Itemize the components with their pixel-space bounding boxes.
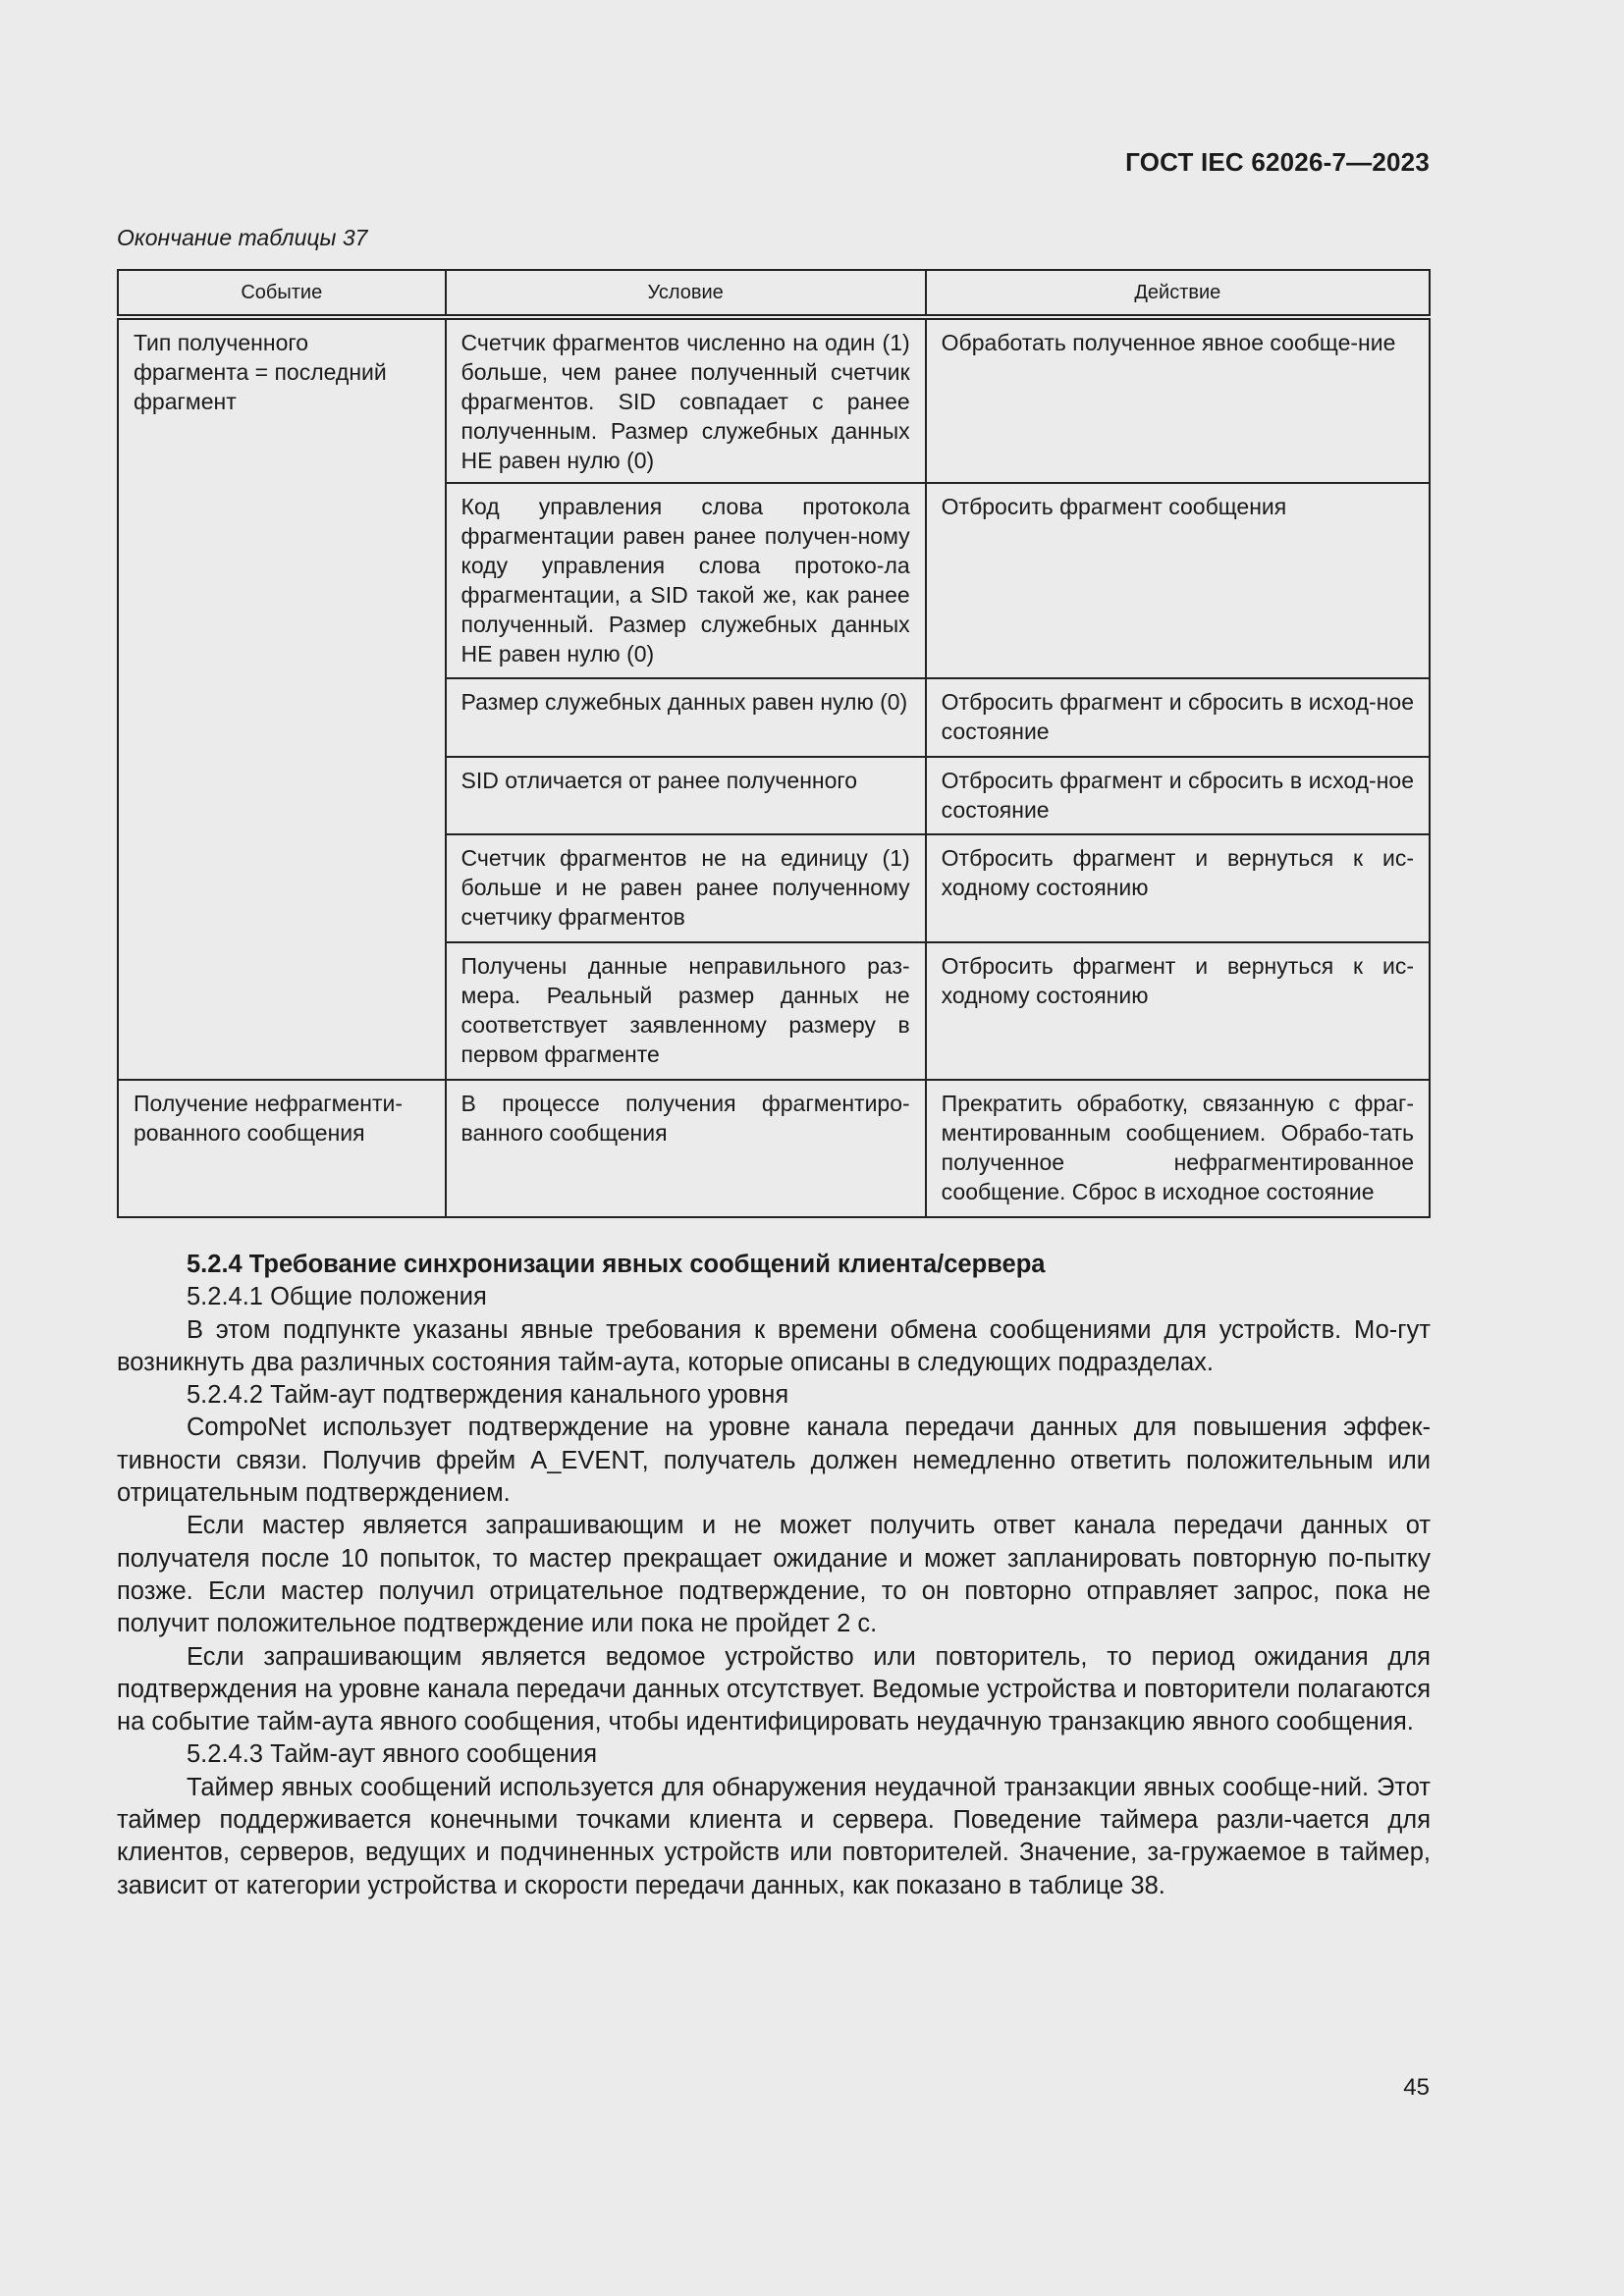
subsection-heading: 5.2.4.1 Общие положения <box>187 1283 487 1311</box>
condition-cell: Размер служебных данных равен нулю (0) <box>446 678 926 757</box>
subsection-heading: 5.2.4.3 Тайм-аут явного сообщения <box>187 1740 597 1769</box>
condition-cell: SID отличается от ранее полученного <box>446 757 926 834</box>
document-header: ГОСТ IEC 62026-7—2023 <box>1125 147 1430 177</box>
action-cell: Отбросить фрагмент и сбросить в исход-ное состояние <box>926 757 1430 834</box>
condition-cell: Получены данные неправильного раз-мера. Реальный размер данных не соответствует заявленному размеру в первом фрагменте <box>446 942 926 1080</box>
table-header-row <box>118 270 1430 317</box>
action-cell: Отбросить фрагмент и вернуться к ис-ходному состоянию <box>926 834 1430 942</box>
paragraph: Таймер явных сообщений используется для обнаружения неудачной транзакции явных сообще-ний. Этот таймер поддерживается конечными точками клиента и сервера. Поведение таймера разли-чается для клиентов, серверов, ведущих и подчиненных устройств или повторителей. Значение, за-гружаемое в таймер, зависит от категории устройства и скорости передачи данных, как показано в таблице 38. <box>117 1773 1431 1899</box>
action-cell: Отбросить фрагмент и вернуться к ис-ходному состоянию <box>926 942 1430 1080</box>
action-cell: Отбросить фрагмент и сбросить в исход-ное состояние <box>926 678 1430 757</box>
section-heading: 5.2.4 Требование синхронизации явных сообщений клиента/сервера <box>187 1251 1046 1278</box>
event-cell: Тип полученного фрагмента = последний фрагмент <box>118 317 446 1080</box>
body-text <box>117 1249 1431 1902</box>
events-table <box>117 269 1431 1218</box>
event-cell: Получение нефрагменти-рованного сообщения <box>118 1080 446 1217</box>
condition-cell: В процессе получения фрагментиро-ванного сообщения <box>446 1080 926 1217</box>
table-row <box>118 1080 1430 1217</box>
action-cell: Отбросить фрагмент сообщения <box>926 483 1430 678</box>
action-cell: Прекратить обработку, связанную с фраг-ментированным сообщением. Обрабо-тать полученное нефрагментированное сообщение. Сброс в исходное состояние <box>926 1080 1430 1217</box>
paragraph: Если запрашивающим является ведомое устройство или повторитель, то период ожидания для подтверждения на уровне канала передачи данных отсутствует. Ведомые устройства и повторители полагаются на событие тайм-аута явного сообщения, чтобы идентифицировать неудачную транзакцию явного сообщения. <box>117 1642 1431 1736</box>
paragraph: Если мастер является запрашивающим и не может получить ответ канала передачи данных от получателя после 10 попыток, то мастер прекращает ожидание и может запланировать повторную по-пытку позже. Если мастер получил отрицательное подтверждение, то он повторно отправляет запрос, пока не получит положительное подтверждение или пока не пройдет 2 с. <box>117 1512 1431 1638</box>
column-header-action: Действие <box>926 270 1430 317</box>
table-caption: Окончание таблицы 37 <box>117 225 368 250</box>
condition-cell: Счетчик фрагментов не на единицу (1) больше и не равен ранее полученному счетчику фрагментов <box>446 834 926 942</box>
column-header-event: Событие <box>118 270 446 317</box>
table-row <box>118 317 1430 483</box>
paragraph: В этом подпункте указаны явные требования к времени обмена сообщениями для устройств. Мо-гут возникнуть два различных состояния тайм-аута, которые описаны в следующих подразделах. <box>117 1315 1431 1376</box>
column-header-condition: Условие <box>446 270 926 317</box>
page-number: 45 <box>1403 2074 1430 2101</box>
subsection-heading: 5.2.4.2 Тайм-аут подтверждения канального уровня <box>187 1381 789 1410</box>
condition-cell: Счетчик фрагментов численно на один (1) больше, чем ранее полученный счетчик фрагментов. SID совпадает с ранее полученным. Размер служебных данных НЕ равен нулю (0) <box>446 317 926 483</box>
paragraph: CompoNet использует подтверждение на уровне канала передачи данных для повышения эффек-тивности связи. Получив фрейм A_EVENT, получатель должен немедленно ответить положительным или отрицательным подтверждением. <box>117 1414 1431 1508</box>
action-cell: Обработать полученное явное сообще-ние <box>926 317 1430 483</box>
condition-cell: Код управления слова протокола фрагментации равен ранее получен-ному коду управления слова протоко-ла фрагментации, а SID такой же, как ранее полученный. Размер служебных данных НЕ равен нулю (0) <box>446 483 926 678</box>
